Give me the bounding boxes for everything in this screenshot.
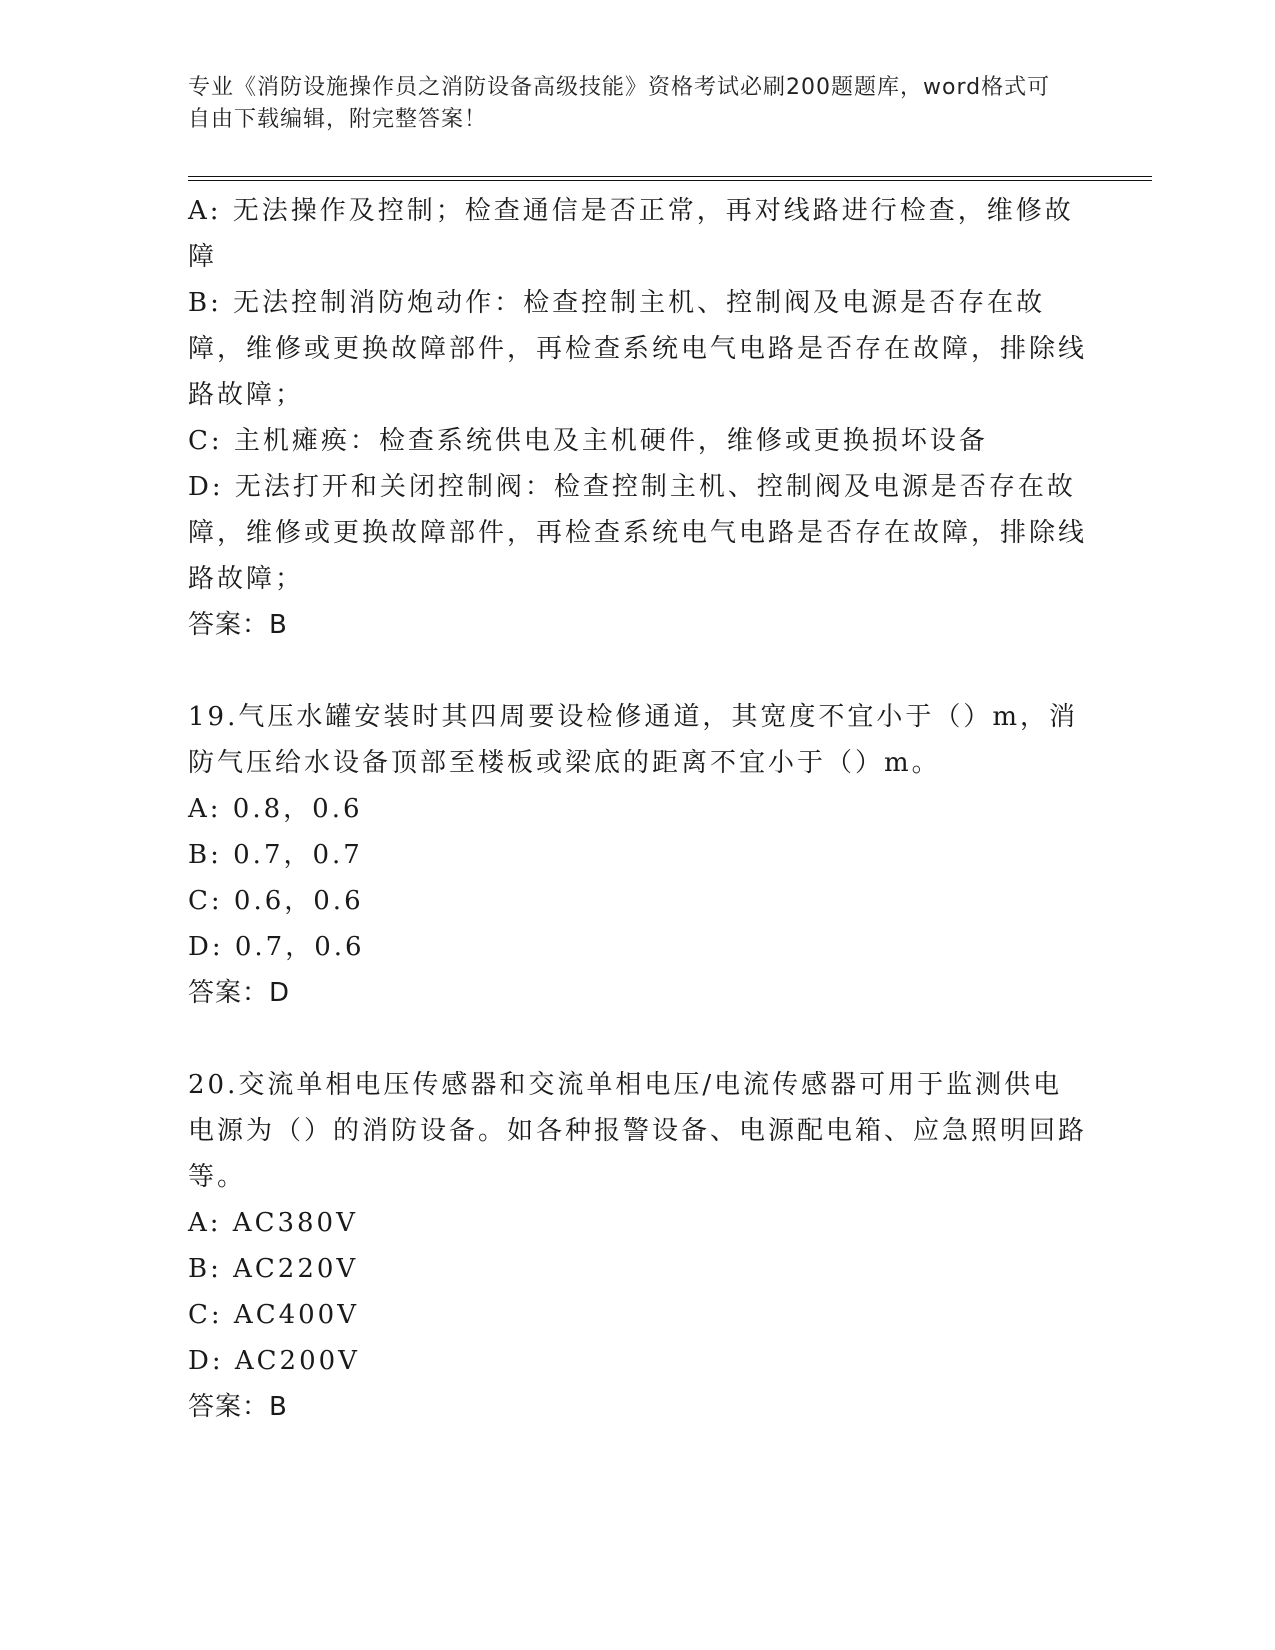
option-c: C: AC400V (188, 1300, 359, 1330)
question-19-block (188, 694, 1088, 1016)
question-text: 20.交流单相电压传感器和交流单相电压/电流传感器可用于监测供电电源为（）的消防设备。如各种报警设备、电源配电箱、应急照明回路等。 (188, 1070, 1088, 1192)
question-20-block (188, 1062, 1088, 1430)
option-d: D: AC200V (188, 1346, 360, 1376)
option-c: C: 主机瘫痪：检查系统供电及主机硬件，维修或更换损坏设备 (188, 426, 988, 456)
option-b: B: AC220V (188, 1254, 359, 1284)
option-a: A: 0.8，0.6 (188, 794, 363, 824)
header-divider-top (188, 176, 1152, 177)
option-b: B: 无法控制消防炮动作：检查控制主机、控制阀及电源是否存在故障，维修或更换故障部件，再检查系统电气电路是否存在故障，排除线路故障； (188, 288, 1088, 410)
answer-label: 答案：B (188, 610, 288, 640)
spacer (188, 1016, 1088, 1062)
option-a: A: AC380V (188, 1208, 358, 1238)
answer-label: 答案：B (188, 1392, 288, 1422)
question-18-block (188, 188, 1088, 648)
option-b: B: 0.7，0.7 (188, 840, 363, 870)
spacer (188, 648, 1088, 694)
option-d: D: 无法打开和关闭控制阀：检查控制主机、控制阀及电源是否存在故障，维修或更换故障部件，再检查系统电气电路是否存在故障，排除线路故障； (188, 472, 1088, 594)
question-text: 19.气压水罐安装时其四周要设检修通道，其宽度不宜小于（）m，消防气压给水设备顶部至楼板或梁底的距离不宜小于（）m。 (188, 702, 1079, 778)
answer-label: 答案：D (188, 978, 291, 1008)
option-d: D: 0.7，0.6 (188, 932, 365, 962)
option-a: A: 无法操作及控制；检查通信是否正常，再对线路进行检查，维修故障 (188, 196, 1074, 272)
option-c: C: 0.6，0.6 (188, 886, 364, 916)
question-content (188, 188, 1088, 1430)
document-header: 专业《消防设施操作员之消防设备高级技能》资格考试必刷200题题库，word格式可自由下载编辑，附完整答案！ (188, 75, 1051, 132)
header-divider-bottom (188, 180, 1152, 181)
